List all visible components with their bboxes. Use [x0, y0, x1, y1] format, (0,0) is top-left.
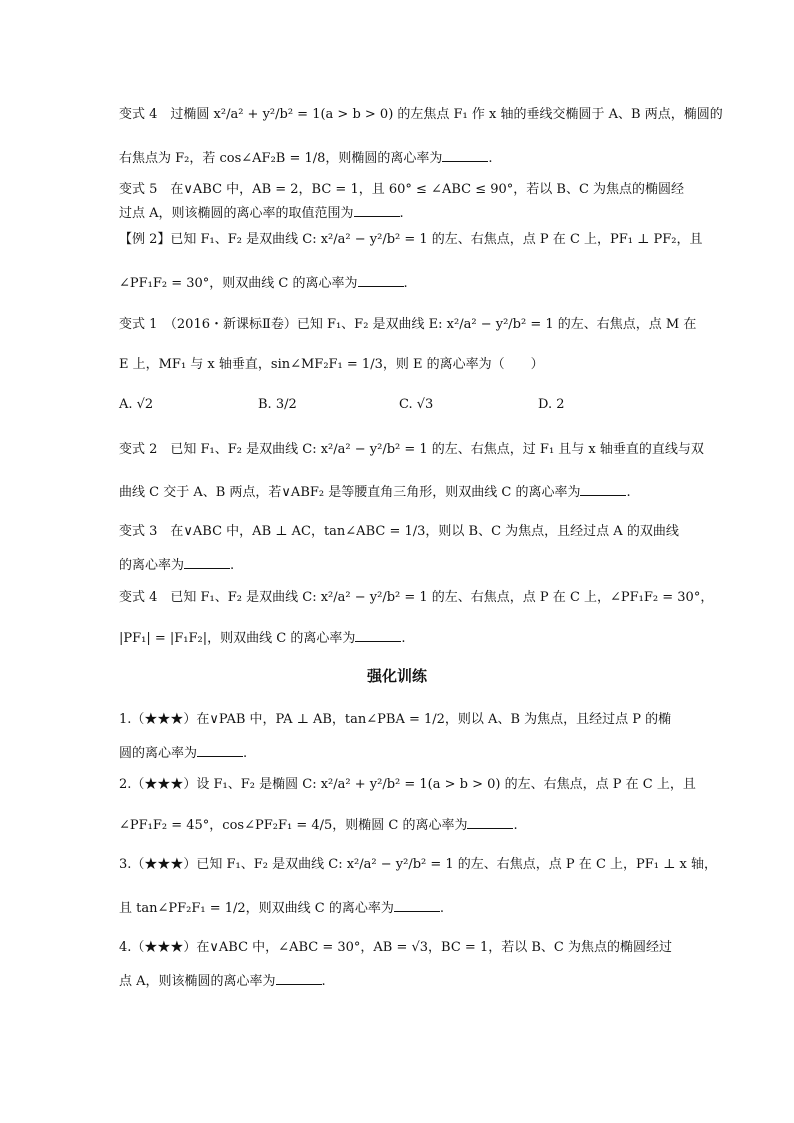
- option-a[interactable]: A. √2: [119, 397, 154, 412]
- hyperbola-variant4-line2: |PF₁| = |F₁F₂|，则双曲线 C 的离心率为 .: [119, 628, 689, 649]
- training3-line1: 3.（★★★）已知 F₁、F₂ 是双曲线 C: x²/a² − y²/b² = 1 的左、右焦点，点 P 在 C 上，PF₁ ⊥ x 轴，: [119, 857, 717, 872]
- training3-line2: 且 tan∠PF₂F₁ = 1/2，则双曲线 C 的离心率为 .: [119, 898, 689, 919]
- variant4-line2: 右焦点为 F₂，若 cos∠AF₂B = 1/8，则椭圆的离心率为 .: [119, 148, 689, 169]
- answer-blank[interactable]: [197, 743, 243, 757]
- training4-line2: 点 A，则该椭圆的离心率为 .: [119, 971, 689, 992]
- variant4-line1: 变式 4 过椭圆 x²/a² + y²/b² = 1(a > b > 0) 的左焦点 F₁ 作 x 轴的垂线交椭圆于 A、B 两点，椭圆的: [119, 107, 723, 122]
- variant5-line2: 过点 A，则该椭圆的离心率的取值范围为 .: [119, 203, 689, 224]
- training1-line2: 圆的离心率为 .: [119, 743, 689, 764]
- answer-blank[interactable]: [580, 482, 626, 496]
- hyperbola-variant3-line1: 变式 3 在∨ABC 中，AB ⊥ AC，tan∠ABC = 1/3，则以 B、C 为焦点，且经过点 A 的双曲线: [119, 524, 679, 539]
- hyperbola-variant1-line2: E 上，MF₁ 与 x 轴垂直，sin∠MF₂F₁ = 1/3，则 E 的离心率为（ ）: [119, 357, 544, 372]
- training1-line1: 1.（★★★）在∨PAB 中，PA ⊥ AB，tan∠PBA = 1/2，则以 A、B 为焦点，且经过点 P 的椭: [119, 712, 672, 727]
- hyperbola-variant2-line1: 变式 2 已知 F₁、F₂ 是双曲线 C: x²/a² − y²/b² = 1 的左、右焦点，过 F₁ 且与 x 轴垂直的直线与双: [119, 442, 704, 457]
- answer-blank[interactable]: [442, 148, 488, 162]
- answer-blank[interactable]: [394, 898, 440, 912]
- answer-blank[interactable]: [184, 555, 230, 569]
- answer-blank[interactable]: [276, 971, 322, 985]
- variant5-line1: 变式 5 在∨ABC 中，AB = 2，BC = 1，且 60° ≤ ∠ABC ≤ 90°，若以 B、C 为焦点的椭圆经: [119, 182, 685, 197]
- answer-blank[interactable]: [355, 628, 401, 642]
- answer-blank[interactable]: [467, 815, 513, 829]
- example2-line1: 【例 2】已知 F₁、F₂ 是双曲线 C: x²/a² − y²/b² = 1 的左、右焦点，点 P 在 C 上，PF₁ ⊥ PF₂，且: [119, 232, 703, 247]
- option-c[interactable]: C. √3: [399, 397, 434, 412]
- hyperbola-variant1-line1: 变式 1 （2016・新课标Ⅱ卷）已知 F₁、F₂ 是双曲线 E: x²/a² − y²/b² = 1 的左、右焦点，点 M 在: [119, 317, 697, 332]
- hyperbola-variant2-line2: 曲线 C 交于 A、B 两点，若∨ABF₂ 是等腰直角三角形，则双曲线 C 的离心率为 .: [119, 482, 689, 503]
- answer-blank[interactable]: [354, 203, 400, 217]
- option-b[interactable]: B. 3/2: [258, 397, 297, 412]
- training4-line1: 4.（★★★）在∨ABC 中，∠ABC = 30°，AB = √3，BC = 1，若以 B、C 为焦点的椭圆经过: [119, 940, 672, 955]
- hyperbola-variant3-line2: 的离心率为 .: [119, 555, 689, 576]
- training2-line2: ∠PF₁F₂ = 45°，cos∠PF₂F₁ = 4/5，则椭圆 C 的离心率为 .: [119, 815, 689, 836]
- answer-blank[interactable]: [358, 273, 404, 287]
- section-title: 强化训练: [366, 667, 427, 685]
- hyperbola-variant4-line1: 变式 4 已知 F₁、F₂ 是双曲线 C: x²/a² − y²/b² = 1 的左、右焦点，点 P 在 C 上，∠PF₁F₂ = 30°，: [119, 590, 714, 605]
- example2-line2: ∠PF₁F₂ = 30°，则双曲线 C 的离心率为 .: [119, 273, 689, 294]
- training2-line1: 2.（★★★）设 F₁、F₂ 是椭圆 C: x²/a² + y²/b² = 1(a > b > 0) 的左、右焦点，点 P 在 C 上，且: [119, 777, 696, 792]
- option-d[interactable]: D. 2: [538, 397, 565, 412]
